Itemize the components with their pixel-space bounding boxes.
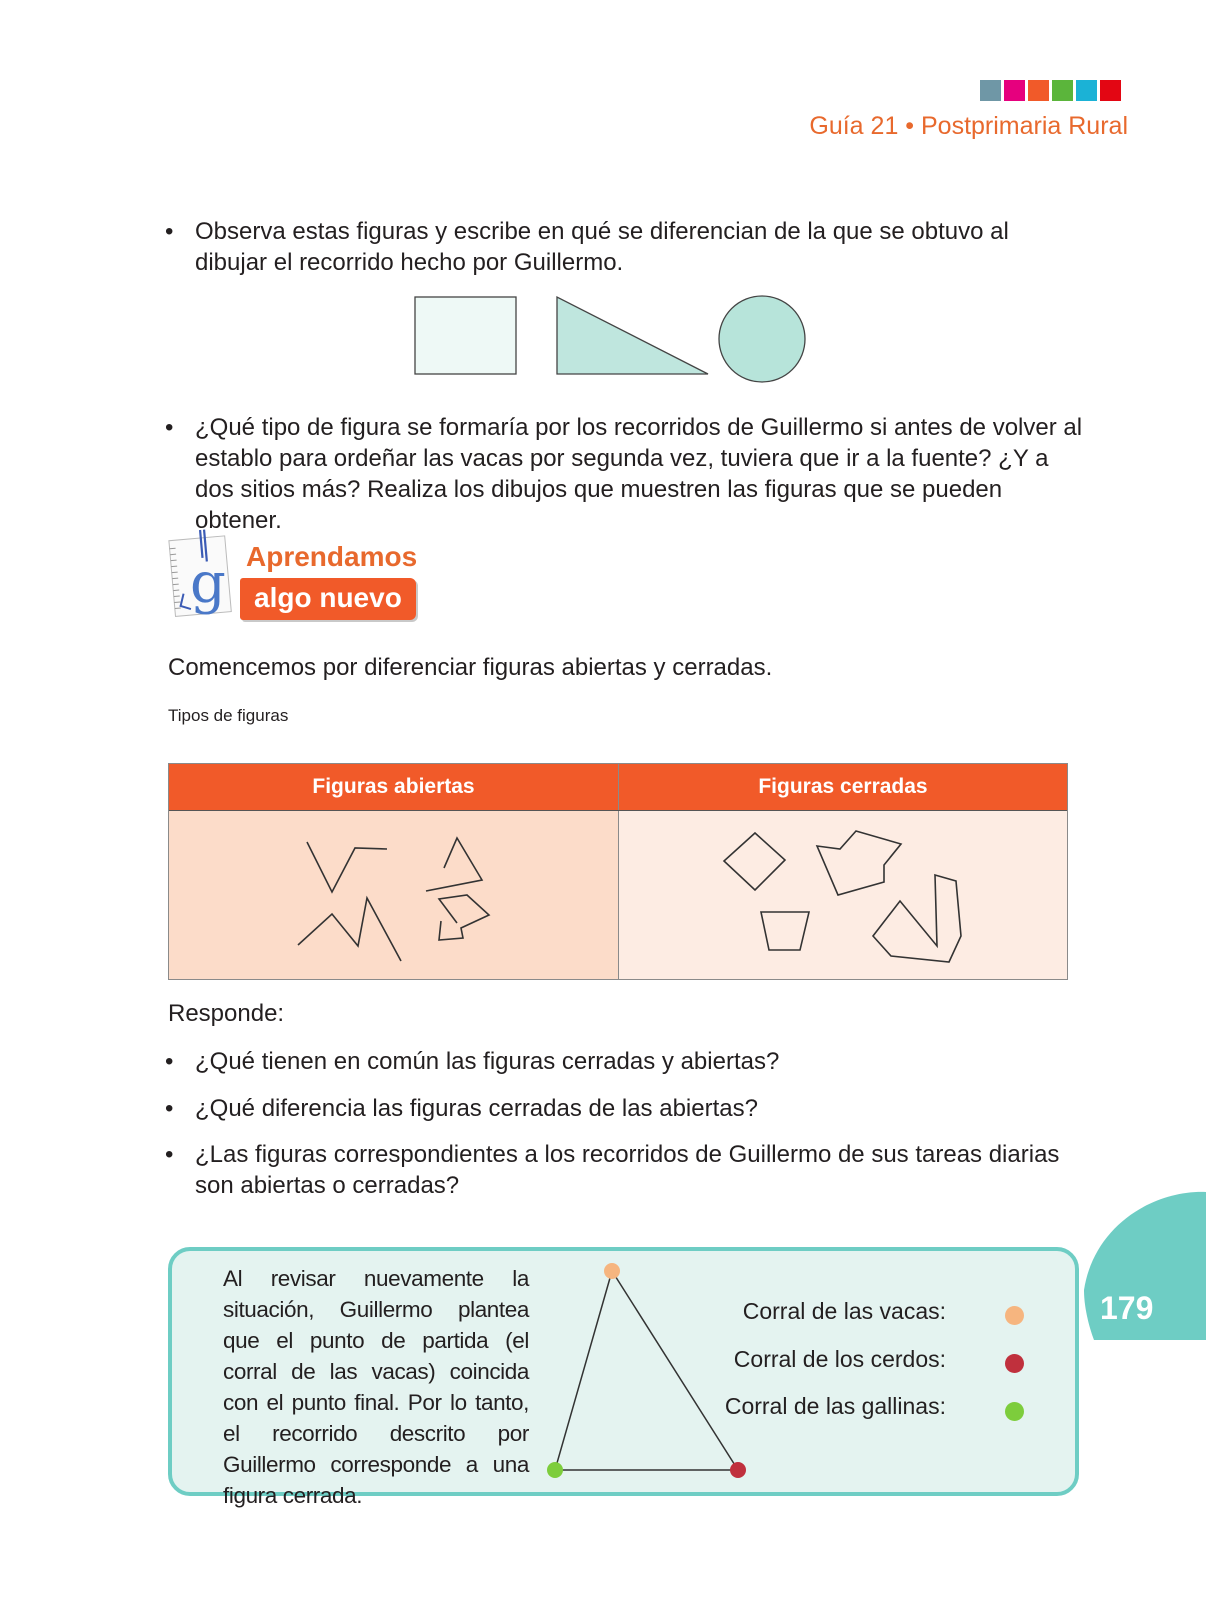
square-shape	[415, 297, 516, 374]
icon-letter: g	[190, 551, 226, 616]
header-open-figures: Figuras abiertas	[169, 764, 618, 810]
page-number: 179	[1100, 1290, 1154, 1326]
open-figure-3	[426, 838, 482, 891]
intro-text: Comencemos por diferenciar figuras abiertas y cerradas.	[168, 654, 773, 681]
cow-pen-point	[604, 1263, 620, 1279]
table-header-rule	[169, 810, 1067, 811]
bullet: •	[165, 414, 174, 441]
notebook-icon	[164, 528, 240, 622]
figures-table	[168, 763, 1068, 980]
closed-figures-cell	[619, 811, 1067, 979]
legend-cow-pen: Corral de las vacas:	[742, 1298, 946, 1324]
legend-hen-pen: Corral de las gallinas:	[724, 1393, 946, 1419]
question-common	[165, 1046, 1085, 1077]
table-divider	[618, 764, 619, 979]
header-closed-figures: Figuras cerradas	[619, 764, 1067, 810]
legend-pig-pen-dot	[1005, 1354, 1024, 1373]
closed-figure-square	[724, 833, 785, 890]
bullet: •	[165, 1095, 174, 1122]
bullet: •	[165, 1048, 174, 1075]
route-triangle-diagram	[540, 1255, 750, 1480]
guide-title: Guía 21 • Postprimaria Rural	[809, 112, 1128, 140]
open-figures-cell	[169, 811, 618, 979]
pig-pen-point	[730, 1462, 746, 1478]
bullet: •	[165, 1141, 174, 1168]
respond-label: Responde:	[168, 1000, 285, 1027]
question-figure-type	[165, 412, 1085, 536]
open-figure-1	[307, 842, 387, 892]
example-shapes	[412, 294, 812, 386]
question-difference	[165, 1093, 1085, 1124]
legend-cow-pen-dot	[1005, 1306, 1024, 1325]
open-figure-2	[298, 898, 401, 961]
question-text: ¿Qué tienen en común las figuras cerradas y abiertas?	[195, 1048, 780, 1075]
question-text: ¿Las figuras correspondientes a los recorridos de Guillermo de sus tareas diarias son abiertas o cerradas?	[195, 1141, 1060, 1199]
swatch-1	[980, 80, 1001, 101]
question-text: ¿Qué diferencia las figuras cerradas de las abiertas?	[195, 1095, 758, 1122]
closed-figure-pentagon	[817, 831, 901, 895]
triangle-shape	[557, 297, 708, 374]
swatch-3	[1028, 80, 1049, 101]
legend-hen-pen-dot	[1005, 1402, 1024, 1421]
open-figure-4	[439, 895, 489, 940]
swatch-2	[1004, 80, 1025, 101]
swatch-5	[1076, 80, 1097, 101]
question-routes	[165, 1139, 1085, 1201]
question-text: Observa estas figuras y escribe en qué se diferencian de la que se obtuvo al dibujar el recorrido hecho por Guillermo.	[195, 218, 1009, 276]
closed-figure-trapezoid	[761, 912, 809, 950]
info-box-text: Al revisar nuevamente la situación, Guillermo plantea que el punto de partida (el corral de las vacas) coincida con el punto final. Por lo tanto, el recorrido descrito por Guillermo corresponde a una figura cerrada.	[223, 1266, 529, 1508]
swatch-4	[1052, 80, 1073, 101]
color-swatch-strip	[980, 80, 1121, 101]
closed-figure-concave	[873, 875, 961, 962]
circle-shape	[719, 296, 805, 382]
closed-figures-drawing	[619, 811, 1067, 979]
open-figures-drawing	[169, 811, 618, 979]
section-heading-line1: Aprendamos	[246, 541, 418, 572]
question-observe	[165, 216, 1085, 278]
swatch-6	[1100, 80, 1121, 101]
table-caption: Tipos de figuras	[168, 706, 289, 725]
section-heading-line2: algo nuevo	[240, 578, 416, 620]
hen-pen-point	[547, 1462, 563, 1478]
question-text: ¿Qué tipo de figura se formaría por los recorridos de Guillermo si antes de volver al establo para ordeñar las vacas por segunda vez, tuviera que ir a la fuente? ¿Y a dos sitios más? Realiza los dibujos que muestren las figuras que se pueden obtener.	[195, 414, 1083, 534]
bullet: •	[165, 218, 174, 245]
legend-pig-pen: Corral de los cerdos:	[733, 1346, 946, 1372]
